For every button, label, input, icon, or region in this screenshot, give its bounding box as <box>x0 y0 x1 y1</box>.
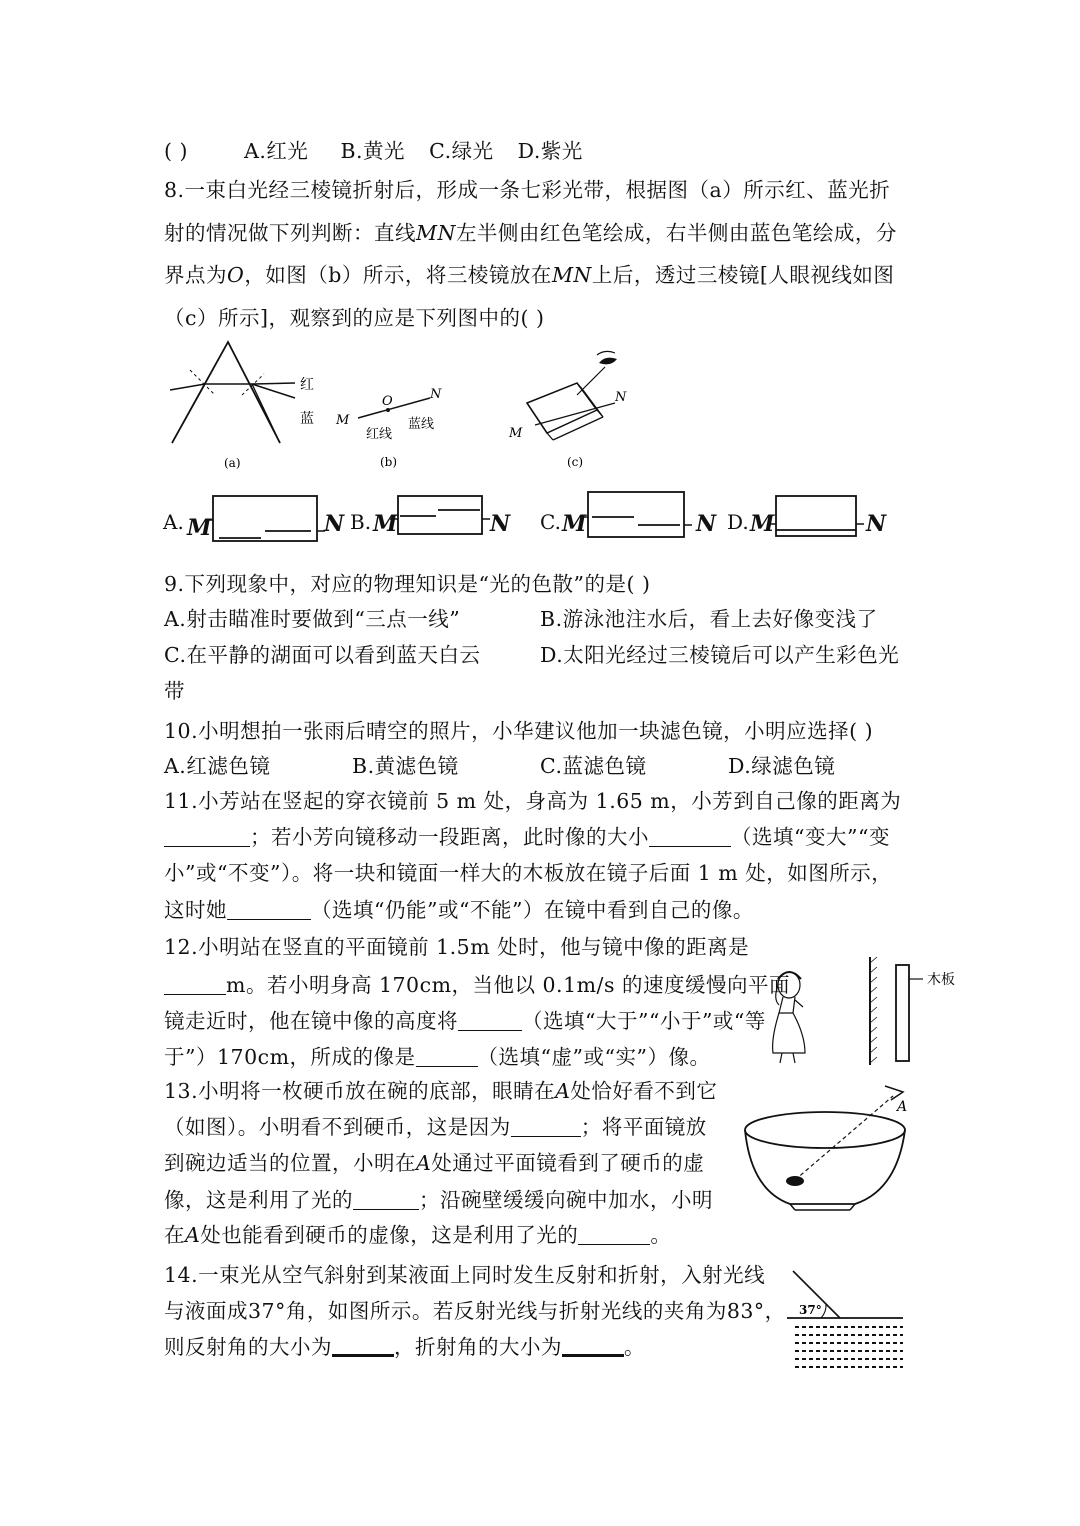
q8-option-a-n: N <box>324 511 345 537</box>
q8-text: 左半侧由红色笔绘成，右半侧由蓝色笔绘成，分 <box>455 221 897 245</box>
q12-text: m。若小明身高 170cm，当他以 0.1m/s 的速度缓慢向平面 <box>226 973 791 997</box>
q8-line-1: 8.一束白光经三棱镜折射后，形成一条七彩光带，根据图（a）所示红、蓝光折 <box>164 178 891 202</box>
q8-option-b-figure <box>390 494 495 544</box>
q13-line-4 <box>164 1187 713 1213</box>
q12-blank-2[interactable] <box>458 1010 522 1031</box>
q13-point-a: A <box>416 1151 432 1175</box>
q12-text: （选填“大于”“小于”或“等 <box>522 1009 766 1033</box>
q14-blank-1[interactable] <box>332 1334 394 1357</box>
q14-text: 则反射角的大小为 <box>164 1335 332 1359</box>
q11-line-2 <box>164 824 890 850</box>
fig-a-caption: (a) <box>224 456 241 470</box>
q14-blank-2[interactable] <box>562 1334 624 1357</box>
q8-option-a-m: M <box>187 515 212 541</box>
q12-line-2 <box>164 972 790 998</box>
q12-line-4 <box>164 1044 710 1070</box>
q12-text: 镜走近时，他在镜中像的高度将 <box>164 1009 458 1033</box>
q10-option-d: D.绿滤色镜 <box>728 754 836 778</box>
q13-text: ；沿碗壁缓缓向碗中加水，小明 <box>419 1188 713 1212</box>
q8-line-4: （c）所示]，观察到的应是下列图中的( ) <box>164 306 545 330</box>
q13-line-2 <box>164 1114 707 1140</box>
q12-text: 于”）170cm，所成的像是 <box>164 1045 416 1069</box>
q13-text: （如图）。小明看不到硬币，这是因为 <box>164 1115 511 1139</box>
girl-mirror-figure <box>765 955 975 1067</box>
fig-b-n: N <box>430 387 442 402</box>
q8-option-d-figure <box>768 494 868 544</box>
q13-line-1 <box>164 1078 717 1104</box>
eye-icon <box>885 1086 903 1100</box>
fig-c-m: M <box>509 426 523 441</box>
q9-option-c: C.在平静的湖面可以看到蓝天白云 <box>164 643 481 667</box>
q13-point-a: A <box>555 1079 571 1103</box>
q7-option-c: C.绿光 <box>429 139 494 163</box>
q8-mn: MN <box>416 221 456 245</box>
q9-option-d: D.太阳光经过三棱镜后可以产生彩色光 <box>540 643 900 667</box>
q14-line-1: 14.一束光从空气斜射到某液面上同时发生反射和折射，入射光线 <box>164 1263 766 1287</box>
q14-text: 。 <box>624 1335 645 1359</box>
liquid-surface-figure <box>785 1265 910 1370</box>
q8-text: 射的情况做下列判断：直线 <box>164 221 416 245</box>
fig-b-caption: (b) <box>380 455 398 469</box>
q8-text: 界点为 <box>164 263 227 287</box>
q13-text: ；将平面镜放 <box>580 1115 707 1139</box>
q13-text: 。 <box>650 1223 672 1247</box>
q11-blank-2[interactable] <box>649 826 731 847</box>
q8-line-3 <box>164 262 894 288</box>
q8-option-c-figure <box>580 490 700 540</box>
q11-text: （选填“变大”“变 <box>731 825 890 849</box>
fig-b-red-line: 红线 <box>366 427 393 442</box>
fig-b-blue-line: 蓝线 <box>408 417 435 432</box>
q8-option-d-m: M <box>750 511 775 537</box>
q7-option-b: B.黄光 <box>340 139 406 163</box>
q12-line-1: 12.小明站在竖直的平面镜前 1.5m 处时，他与镜中像的距离是 <box>164 935 750 959</box>
prism-figure-c <box>505 345 640 475</box>
q9-stem: 9.下列现象中，对应的物理知识是“光的色散”的是( ) <box>164 572 651 596</box>
q7-option-a: A.红光 <box>244 139 309 163</box>
q13-line-3 <box>164 1150 704 1176</box>
q11-text: ；若小芳向镜移动一段距离，此时像的大小 <box>250 825 649 849</box>
q8-option-b-n: N <box>490 511 511 537</box>
fig-c-caption: (c) <box>567 455 584 469</box>
q13-text: 处恰好看不到它 <box>570 1079 718 1103</box>
board-label: 木板 <box>927 972 955 988</box>
bowl-point-a: A <box>897 1099 908 1115</box>
girl-illustration <box>773 972 805 1063</box>
q13-text: 在 <box>164 1223 185 1247</box>
q8-option-a-label: A. <box>163 510 184 534</box>
q9-option-a: A.射击瞄准时要做到“三点一线” <box>164 607 461 631</box>
q8-option-d-n: N <box>866 511 887 537</box>
q8-option-c-m: M <box>562 511 587 537</box>
q8-line-2 <box>164 220 897 246</box>
q8-option-c-n: N <box>696 511 717 537</box>
fig-b-m: M <box>336 413 350 428</box>
line-mn-figure-b <box>330 380 460 475</box>
q11-line-4 <box>164 897 754 923</box>
q13-text: 处也能看到硬币的虚像，这是利用了光的 <box>200 1223 579 1247</box>
q8-text: ，如图（b）所示，将三棱镜放在 <box>244 263 552 287</box>
q13-blank-2[interactable] <box>353 1189 419 1210</box>
q11-text: 这时她 <box>164 898 227 922</box>
q10-option-c: C.蓝滤色镜 <box>540 754 647 778</box>
q13-text: 13.小明将一枚硬币放在碗的底部，眼睛在 <box>164 1079 556 1103</box>
q14-text: ，折射角的大小为 <box>394 1335 562 1359</box>
q14-line-2: 与液面成37°角，如图所示。若反射光线与折射光线的夹角为83°， <box>164 1299 786 1323</box>
fig-b-o: O <box>382 394 393 409</box>
q12-line-3 <box>164 1008 766 1034</box>
q13-blank-1[interactable] <box>511 1116 581 1137</box>
fig-a-red-label: 红 <box>300 377 314 393</box>
q8-option-b-m: M <box>373 511 398 537</box>
wood-board <box>896 965 909 1061</box>
angle-label: 37° <box>799 1303 822 1317</box>
q7-paren: ( ) <box>164 139 189 163</box>
coin <box>786 1176 804 1186</box>
q8-mn: MN <box>551 263 592 287</box>
q13-blank-3[interactable] <box>578 1224 650 1245</box>
q11-blank-3[interactable] <box>227 899 311 920</box>
q10-option-a: A.红滤色镜 <box>164 754 271 778</box>
q13-point-a: A <box>185 1223 201 1247</box>
q12-blank-3[interactable] <box>416 1046 478 1067</box>
prism-figure-a <box>160 340 330 475</box>
q13-text: 到碗边适当的位置，小明在 <box>164 1151 416 1175</box>
q8-option-a-figure <box>205 494 325 544</box>
q11-blank-1[interactable] <box>164 826 250 847</box>
q13-text: 处通过平面镜看到了硬币的虚 <box>431 1151 705 1175</box>
q7-line <box>164 138 583 164</box>
fig-c-n: N <box>615 390 627 405</box>
eye-icon <box>599 358 617 365</box>
q14-line-3 <box>164 1334 645 1360</box>
q8-o: O <box>227 263 245 287</box>
fig-a-blue-label: 蓝 <box>300 411 314 427</box>
q11-line-1: 11.小芳站在竖起的穿衣镜前 5 m 处，身高为 1.65 m，小芳到自己像的距离为 <box>164 789 902 813</box>
q11-text: （选填“仍能”或“不能”）在镜中看到自己的像。 <box>311 898 754 922</box>
q9-option-d-cont: 带 <box>164 679 185 703</box>
q8-option-c-label: C. <box>540 510 561 534</box>
q8-option-d-label: D. <box>727 510 749 534</box>
q12-text: （选填“虚”或“实”）像。 <box>477 1045 711 1069</box>
q11-line-3: 小”或“不变”）。将一块和镜面一样大的木板放在镜子后面 1 m 处，如图所示， <box>164 861 893 885</box>
q7-option-d: D.紫光 <box>517 139 583 163</box>
bowl-figure <box>745 1080 920 1215</box>
q10-stem: 10.小明想拍一张雨后晴空的照片，小华建议他加一块滤色镜，小明应选择( ) <box>164 719 874 743</box>
q10-option-b: B.黄滤色镜 <box>352 754 459 778</box>
q8-text: 上后，透过三棱镜[人眼视线如图 <box>591 263 895 287</box>
q13-text: 像，这是利用了光的 <box>164 1188 353 1212</box>
q12-blank-1[interactable] <box>164 974 226 995</box>
q9-option-b: B.游泳池注水后，看上去好像变浅了 <box>540 607 878 631</box>
q13-line-5 <box>164 1222 671 1248</box>
q8-option-b-label: B. <box>350 510 372 534</box>
